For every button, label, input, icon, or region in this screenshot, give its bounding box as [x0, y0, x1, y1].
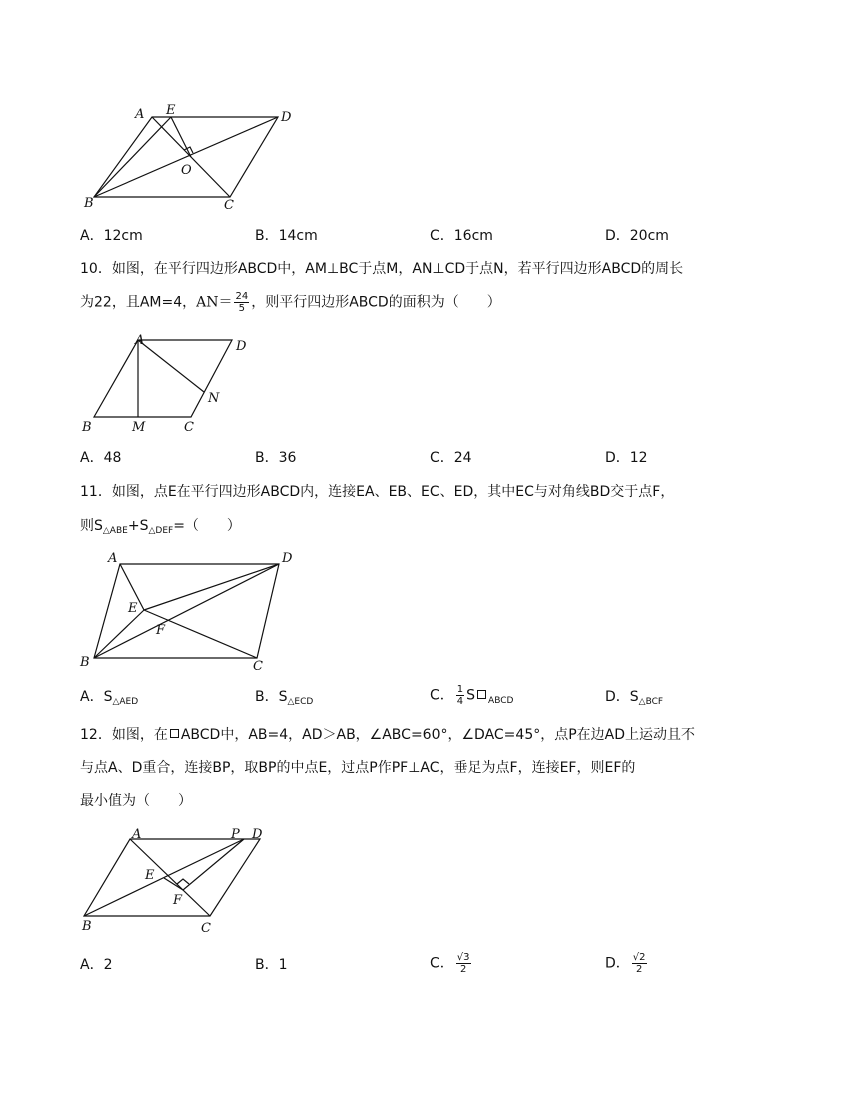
- q10-option-d: D．12: [605, 450, 648, 466]
- q12-label-p: P: [231, 827, 240, 842]
- q11-option-c-sub: ABCD: [488, 695, 514, 706]
- q12-stem-prefix: 12．如图，在: [80, 727, 168, 743]
- q11-option-b-sub: △ECD: [287, 697, 314, 707]
- q9-option-c: C．16cm: [430, 228, 493, 244]
- q11-option-d-prefix: D．S: [605, 689, 639, 705]
- q12-segment-ef: [164, 878, 183, 890]
- q9-option-a: A．12cm: [80, 228, 143, 244]
- q9-diagonal-bd: [94, 117, 278, 197]
- q11-s1: 则S: [80, 518, 103, 534]
- q11-option-c-prefix: C．: [430, 687, 454, 704]
- parallelogram-symbol-icon: [477, 690, 486, 699]
- q11-option-a-prefix: A．S: [80, 689, 113, 705]
- q11-stem-line2: [80, 517, 241, 537]
- q12-option-d-num: √2: [632, 952, 646, 963]
- q9-segment-be: [94, 117, 171, 197]
- q9-option-d: D．20cm: [605, 228, 669, 244]
- q11-figure: [80, 548, 300, 673]
- q12-parallelogram: [84, 839, 260, 916]
- q10-stem-prefix: 为22，且AM=4，: [80, 294, 197, 311]
- q12-option-c-num: √3: [456, 952, 470, 963]
- q11-label-f: F: [156, 623, 166, 638]
- q11-stem-line1: 11．如图，点E在平行四边形ABCD内，连接EA、EB、EC、ED，其中EC与对角线BD交于点F，: [80, 484, 675, 500]
- q11-label-b: B: [80, 655, 90, 670]
- q11-sub-abe: △ABE: [102, 526, 128, 536]
- q9-option-b: B．14cm: [255, 228, 318, 244]
- q11-plus-s: +S: [127, 518, 149, 534]
- q11-stem-suffix: =（ ）: [173, 518, 241, 534]
- q12-label-c: C: [201, 921, 211, 936]
- q10-label-n: N: [208, 391, 220, 406]
- q10-label-c: C: [184, 420, 194, 435]
- q12-option-a: A．2: [80, 957, 113, 973]
- q12-right-angle-mark: [177, 879, 189, 884]
- q10-an-label: AN＝: [196, 294, 233, 311]
- q9-label-o: O: [181, 163, 192, 178]
- q12-option-d-den: 2: [635, 964, 643, 975]
- q12-option-c-fraction: [456, 952, 471, 975]
- parallelogram-symbol-icon: [170, 729, 179, 738]
- q11-sub-def: △DEF: [148, 526, 174, 536]
- q12-option-c: [430, 952, 473, 975]
- q10-label-a: A: [135, 333, 145, 348]
- q10-stem-line2: [80, 291, 501, 314]
- q11-option-c-fraction: [456, 684, 464, 707]
- q12-segment-bp: [84, 839, 244, 916]
- q11-option-d-sub: △BCF: [638, 697, 664, 707]
- q11-option-d: [605, 688, 663, 708]
- q10-option-c: C．24: [430, 450, 472, 466]
- q10-fraction: [234, 291, 249, 314]
- q12-figure: [80, 822, 280, 937]
- q11-option-c-num: 1: [456, 684, 464, 695]
- q11-label-d: D: [282, 551, 293, 566]
- q9-figure: [80, 100, 310, 215]
- q12-option-b: B．1: [255, 957, 288, 973]
- q12-stem-line2: 与点A、D重合，连接BP，取BP的中点E，过点P作PF⊥AC，垂足为点F，连接EF，则EF的: [80, 760, 636, 776]
- q9-label-e: E: [166, 103, 176, 118]
- q11-segment-ed: [144, 564, 279, 610]
- q12-label-e: E: [145, 868, 155, 883]
- q10-stem-line1: 10．如图，在平行四边形ABCD中，AM⊥BC于点M，AN⊥CD于点N，若平行四边形ABCD的周长: [80, 261, 684, 277]
- q11-option-b: [255, 688, 313, 708]
- q11-label-e: E: [128, 601, 138, 616]
- q11-label-a: A: [108, 551, 118, 566]
- q12-stem-line1: [80, 726, 695, 744]
- q10-stem-suffix: ，则平行四边形ABCD的面积为（ ）: [251, 294, 501, 311]
- q10-option-a: A．48: [80, 450, 122, 466]
- q11-option-c: [430, 684, 513, 707]
- q10-label-b: B: [82, 420, 92, 435]
- q9-segment-eo: [171, 117, 191, 157]
- q10-label-d: D: [236, 339, 247, 354]
- q12-option-c-prefix: C．: [430, 955, 454, 972]
- q12-stem-line3: 最小值为（ ）: [80, 793, 192, 809]
- q12-option-d: [605, 952, 649, 975]
- q10-label-m: M: [132, 420, 146, 435]
- q9-label-a: A: [135, 107, 145, 122]
- q10-altitude-an: [138, 340, 204, 392]
- q11-option-c-s: S: [466, 687, 476, 704]
- q11-label-c: C: [253, 659, 263, 674]
- q9-label-b: B: [84, 196, 94, 211]
- q10-fraction-num: 24: [235, 291, 249, 302]
- q11-option-b-prefix: B．S: [255, 689, 288, 705]
- q12-label-f: F: [173, 893, 183, 908]
- q12-option-d-fraction: [632, 952, 647, 975]
- q12-label-b: B: [82, 919, 92, 934]
- q12-option-c-den: 2: [459, 964, 467, 975]
- q12-label-a: A: [132, 827, 142, 842]
- q9-label-d: D: [281, 110, 292, 125]
- q10-figure: [80, 330, 260, 435]
- q12-label-d: D: [252, 827, 263, 842]
- q11-segment-eb: [94, 610, 144, 658]
- q11-option-a: [80, 688, 138, 708]
- q11-option-c-den: 4: [456, 696, 464, 707]
- q12-stem-rest: ABCD中，AB=4，AD＞AB，∠ABC=60°，∠DAC=45°，点P在边AD上运动且不: [180, 727, 696, 743]
- q12-option-d-prefix: D．: [605, 955, 630, 972]
- q9-label-c: C: [224, 198, 234, 213]
- q10-option-b: B．36: [255, 450, 297, 466]
- q10-fraction-den: 5: [238, 303, 246, 314]
- q11-option-a-sub: △AED: [112, 697, 139, 707]
- q11-diagonal-bd: [94, 564, 279, 658]
